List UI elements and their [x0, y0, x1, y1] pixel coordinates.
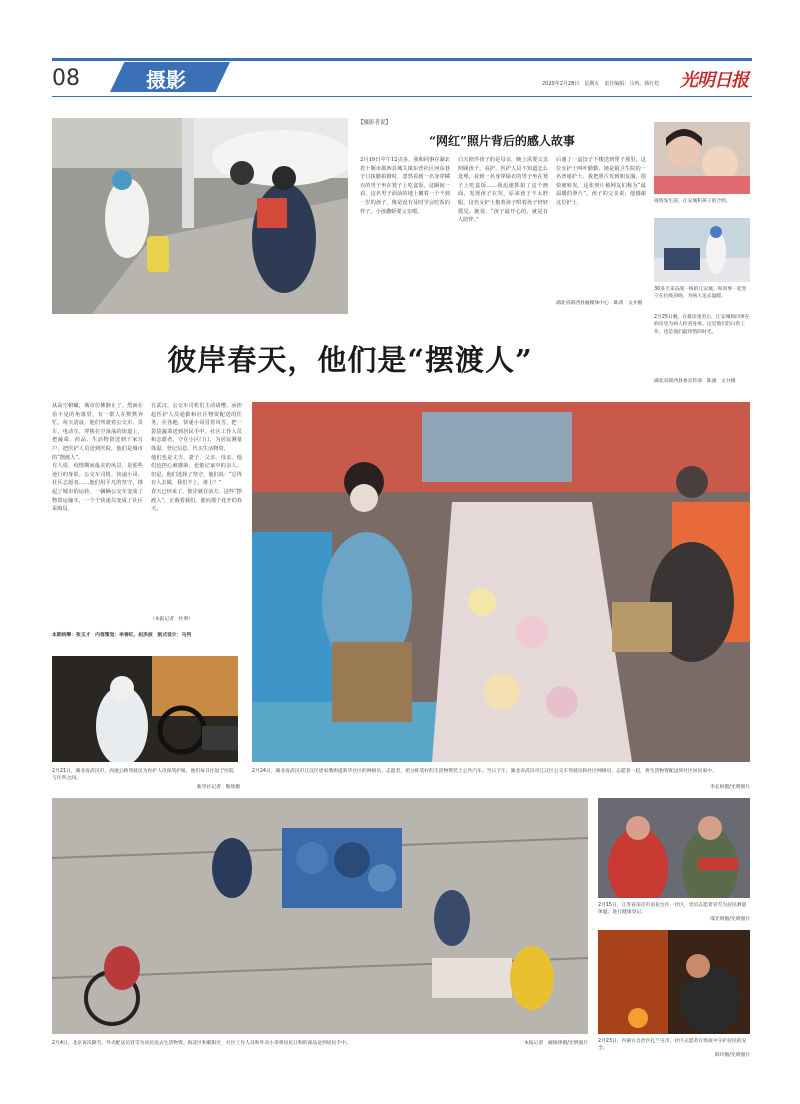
night-vigil-photo [598, 930, 750, 1034]
page-number: 08 [52, 66, 80, 91]
caption-snow-volunteers: 2月15日，江苏省南京市雨花台区一社区，党员志愿者冒雪为居民测量体温、进行健康登记。 [598, 903, 747, 916]
main-text: 从高空俯瞰，城市仿佛静止了。然而在看不见的角落里，有一群人在默默奔忙。每天清晨，他们驾驶着公交车、货车、电动车，穿梭在空荡荡的街道上，把蔬菜、药品、生活物资送到千家万户，把医护人员送到医院，他们是城市的“摆渡人”。 有人说，疫情期间最美的风景，是那些逆行的身影。公交车司机、快递小哥、社区志愿者……他们用平凡的坚守，撑起了城市的运转。一辆辆公交车变成了物资运输车，一个个快递员变成了社区采购员。 在武汉，公交车司机们主动请缨，承担起医护人员通勤和社区物资配送的任务。在各地，快递小哥冒着风雪，把一袋袋蔬菜送到居民手中。社区工作人员和志愿者，守在小区门口，为居民测量体温、登记信息、代买生活物资。 他们也是丈夫、妻子、父亲、母亲。他们也担心被感染，也惦记家中的亲人。但是，他们选择了坚守。他们说：“总得有人去做，我们不上，谁上？” 春天已经来了，彼岸就在前方。这些“摆渡人”，正载着我们，驶向那个花开的春天。 [52, 403, 242, 513]
main-byline: （本报记者 杜明） [150, 617, 194, 622]
story-title: “网红”照片背后的感人故事 [429, 134, 575, 148]
hospital-photo [654, 218, 750, 282]
caption-night-vigil: 2月23日，内蒙古自治区扎兰屯市，社区志愿者在寒夜中守护居民的安全。 [598, 1039, 747, 1052]
caption-ward: 2月25日晚，在接诊患者后，江安城和同事在病房里为病人检查身体。这是他们的日常工作，也是他们最珍惜的时光。 [654, 315, 750, 335]
story-col-1: 2月19日中午12点多，我和同事在湖北省十堰市郧西县城关镇东营社区河东巷子口执勤拍摄时，忽然看到一名身穿橘衣的男子坐在凳子上吃盒饭。这瞬间一看，这名男子面前的地上搁着一个不到一岁的孩子，像是没有及时学会吃饭的样子，小孩撒娇要父亲喂。 [360, 157, 450, 215]
caption-driver: 2月21日，湖北省武汉市，高速公路驾驶员为医护人员保驾护航，他们每日往返于医院与住所之间。 [52, 769, 234, 782]
driver-photo [52, 656, 238, 762]
page-credits: 本期统筹：张玉才 内容策划：李春红、赵洪波 版式设计：马列 [52, 633, 192, 638]
header-underline [52, 96, 752, 97]
header-rule [52, 58, 752, 61]
delivery-photo [52, 798, 588, 1034]
caption-hospital: 30多天来奋战一线的江安城，和同事一起坚守在抗疫前线，为病人送去温暖。 [654, 287, 747, 300]
snow-volunteers-photo [598, 798, 750, 898]
caption-delivery: 2月4日，北京再次降雪，外卖配送员冒雪为居民送去生活物资。海淀区和朝阳区，社区工作人员和外卖小哥将居民订购的商品送到居民手中。 [52, 1041, 351, 1046]
story-col-2: 白天陪伴孩子的是母亲，晚上需要父亲照顾孩子。看护、医护人员不知道怎么处理，看到一名身穿绿衣的男子坐在凳子上吃盒饭……我迅速抓拍了这个画面，发现孩子在哭，原来孩子不太舒服，这名女护士抱着孩子哄着孩子轻轻摇晃，她说：“孩子最开心的，就是有人陪伴。” [458, 157, 548, 224]
story-tag: 【摄影者说】 [358, 120, 392, 126]
family-photo [654, 122, 750, 194]
story-byline: 湖北省郧西县融媒体中心 陈鸿 文并摄 [556, 301, 643, 306]
right-byline: 湖北省郧西县委宣传部 陈涵 文并摄 [654, 379, 736, 384]
credit-night-vigil: 韩玲摄/光明图片 [714, 1053, 750, 1058]
credit-snow-volunteers: 邵光明摄/光明图片 [710, 917, 750, 922]
credit-driver: 新华社记者 熊琦摄 [196, 785, 240, 790]
caption-family: 疫情发生前，江安城和孩子的合照。 [654, 199, 731, 204]
credit-bus: 李长柏摄/光明图片 [710, 785, 750, 790]
main-headline: 彼岸春天，他们是“摆渡人” [167, 343, 533, 377]
section-title: 摄影 [146, 68, 186, 92]
bus-photo [252, 402, 750, 762]
story-col-3: 后盛了一盒饺子下楼送到凳子那里。这位女护士叫叶勤勤，她是镇卫生院的一名普通护士。我把照片发到朋友圈，很快被转发，这张照片被网友们称为“最温暖的照片”。孩子的父亲说，他感谢这位护士。 [556, 157, 646, 206]
street-photo [52, 118, 348, 314]
masthead-logo: 光明日报 [680, 70, 748, 91]
credit-delivery: 本报记者 邮俊锋摄/光明图片 [524, 1041, 588, 1046]
date-line: 2020年2月28日 星期五 责任编辑：马列、韩红松 [542, 81, 660, 87]
caption-bus: 2月24日，湖北省武汉市江汉区唐家墩街道新华社区的网格员、志愿者，把分拣装好的生活物资装上公共汽车。当日下午，湖北省武汉市江汉区公交车驾驶员和社区网格员、志愿者一起，将生活物资配送到社区居民家中。 [252, 769, 717, 774]
